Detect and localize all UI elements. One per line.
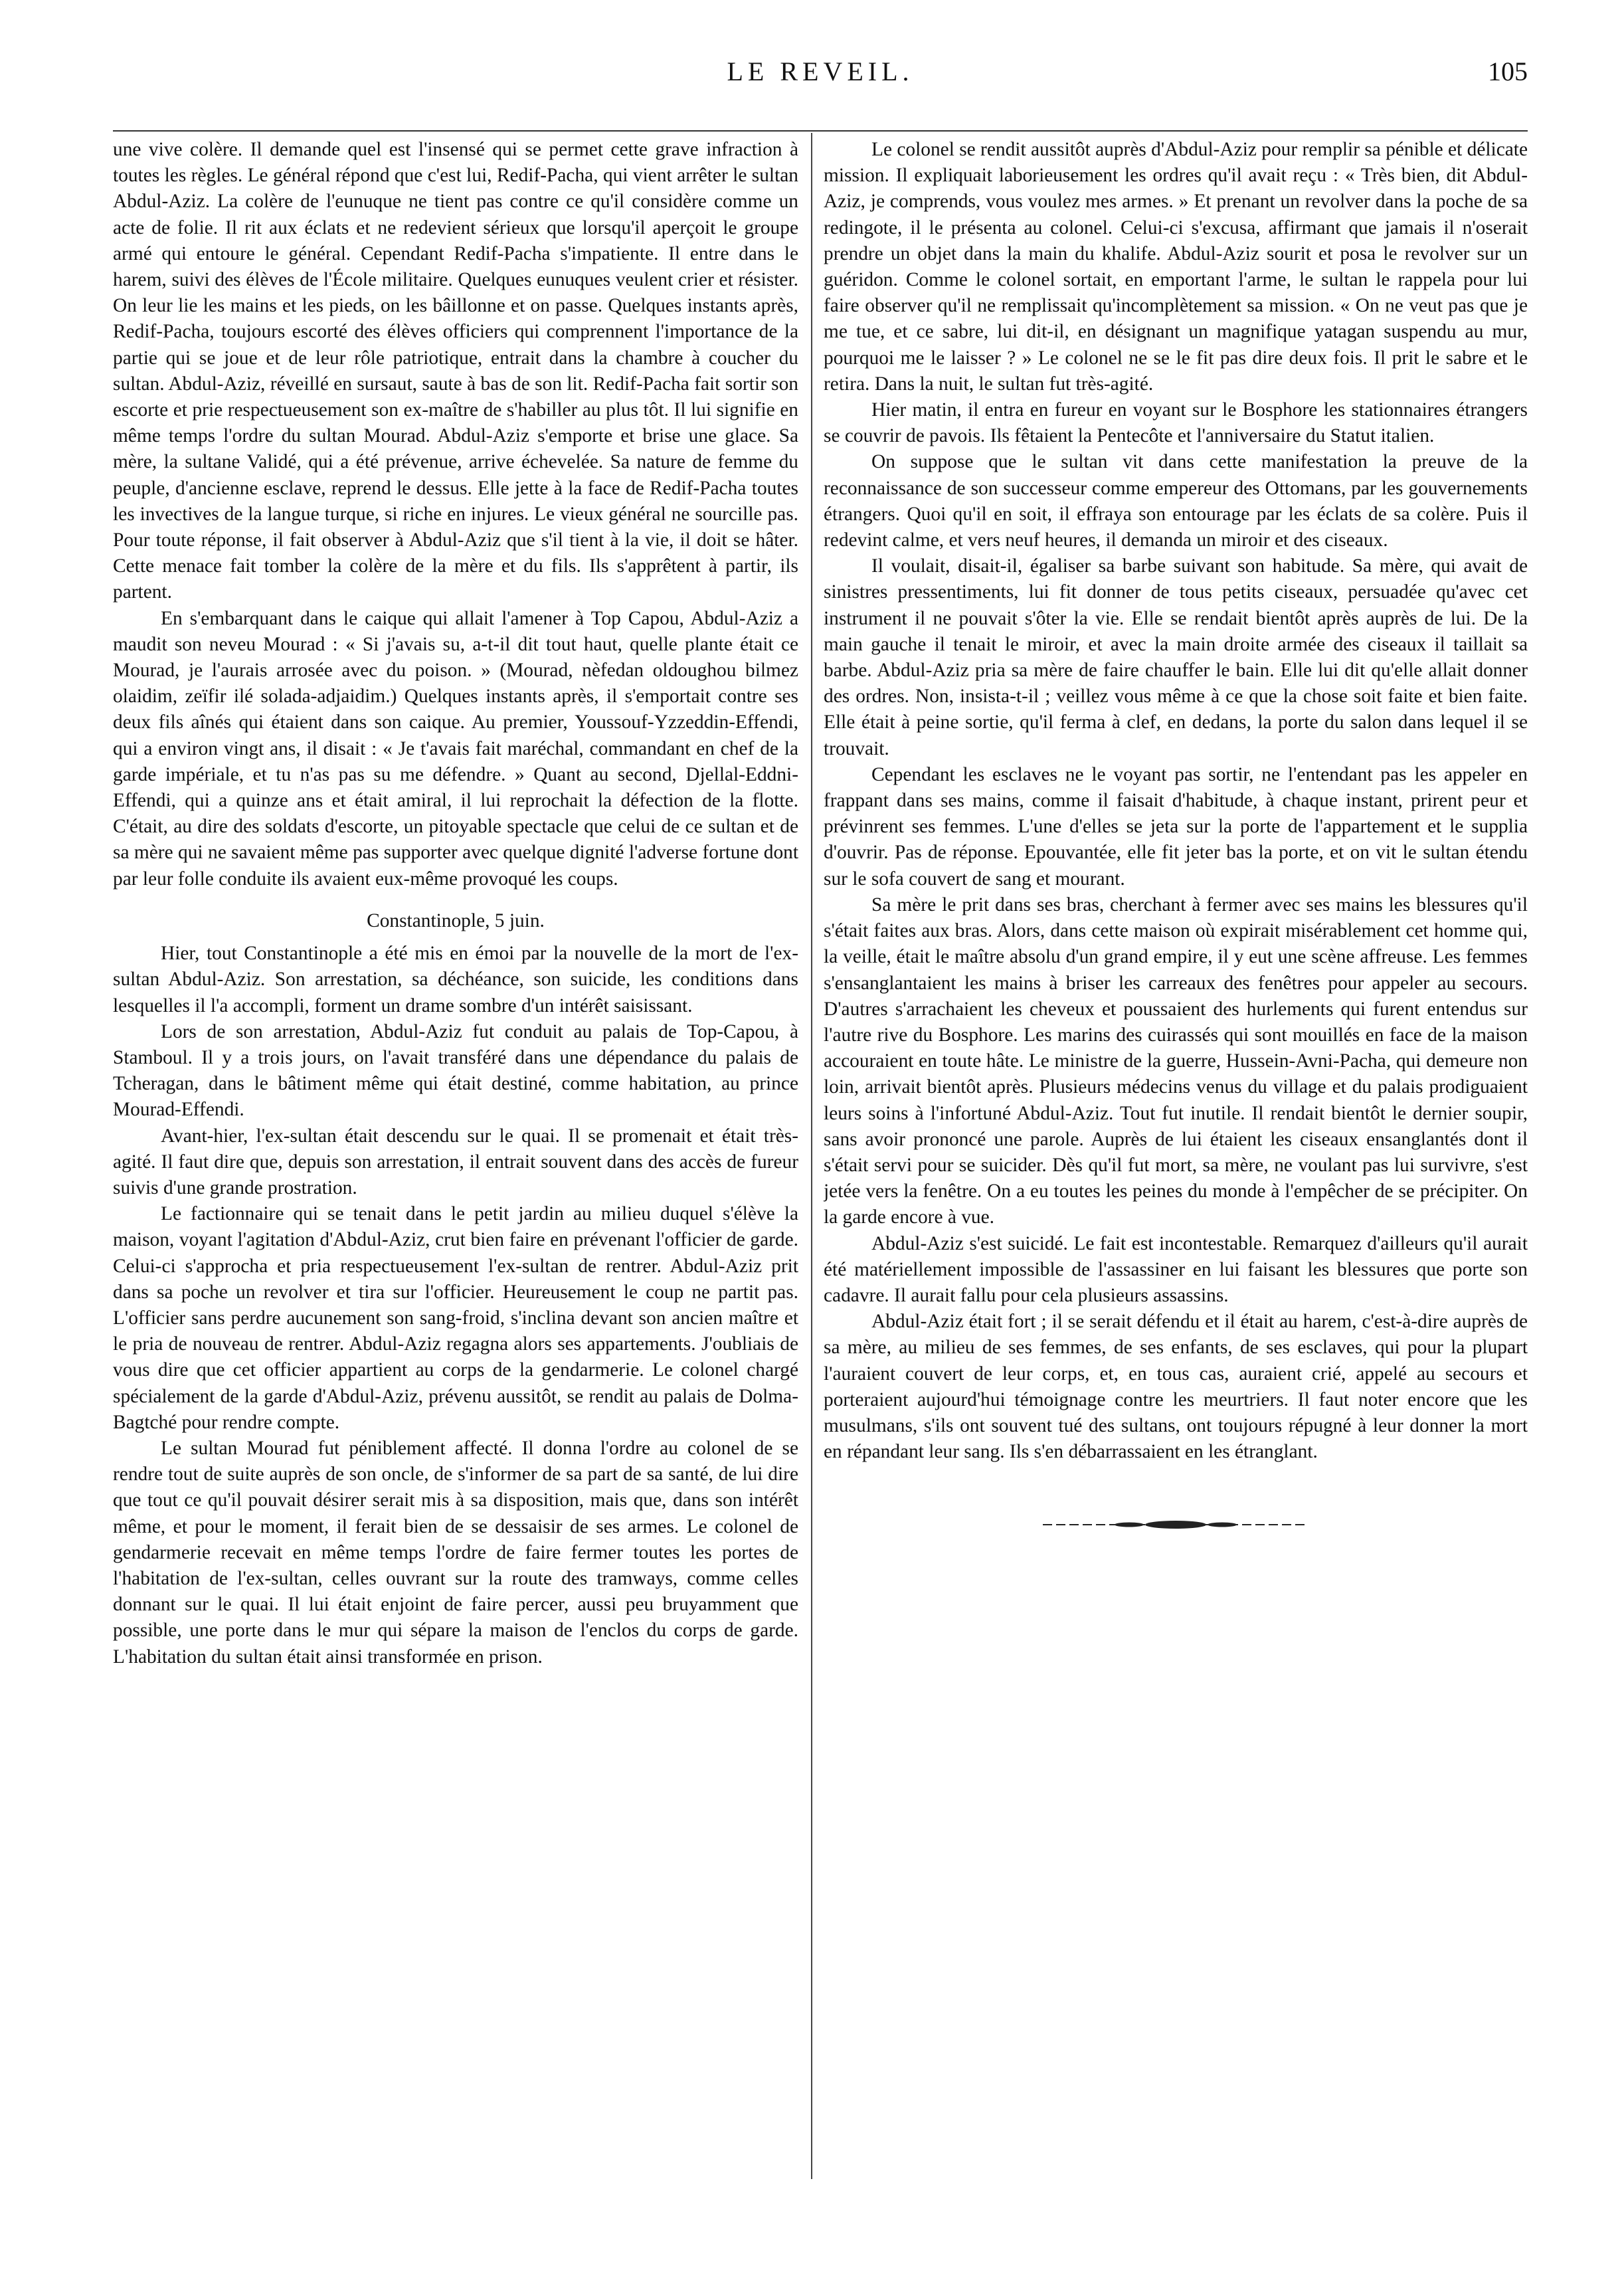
- paragraph: En s'embarquant dans le caique qui allait l'amener à Top Capou, Abdul-Aziz a maudit son neveu Mourad : « Si j'avais su, a-t-il dit tout haut, quelle plante était ce Mourad, je l'aurais arrosée avec du poison. » (Mourad, nèfedan oldoughou bilmez olaidim, zeïfir ilé solada-adjaidim.) Quelques instants après, il s'emportait contre ses deux fils aînés qui étaient dans son caique. Au premier, Youssouf-Yzzeddin-Effendi, qui a environ vingt ans, il disait : « Je t'avais fait maréchal, commandant en chef de la garde impériale, et tu n'as pas su me défendre. » Quant au second, Djellal-Eddni-Effendi, qui a quinze ans et était amiral, il lui reprochait la défection de la flotte. C'était, au dire des soldats d'escorte, un pitoyable spectacle que celui de ce sultan et de sa mère qui ne savaient même pas supporter avec quelque dignité l'adverse fortune dont par leur folle conduite ils avaient eux-même provoqué les coups.: [113, 607, 798, 890]
- paragraph: Lors de son arrestation, Abdul-Aziz fut conduit au palais de Top-Capou, à Stamboul. Il y a trois jours, on l'avait transféré dans une dépendance du palais de Tcheragan, dans le bâtiment même qui était destiné, comme habitation, au prince Mourad-Effendi.: [113, 1020, 798, 1121]
- paragraph: Avant-hier, l'ex-sultan était descendu sur le quai. Il se promenait et était très-agité. Il faut dire que, depuis son arrestation, il entrait souvent dans des accès de fureur suivis d'une grande prostration.: [113, 1125, 798, 1198]
- paragraph: On suppose que le sultan vit dans cette manifestation la preuve de la reconnaissance de son successeur comme empereur des Ottomans, par les gouvernements étrangers. Quoi qu'il en soit, il effraya son entourage par les éclats de sa colère. Puis il redevint calme, et vers neuf heures, il demanda un miroir et des ciseaux.: [824, 451, 1528, 551]
- paragraph: Le colonel se rendit aussitôt auprès d'Abdul-Aziz pour remplir sa pénible et délicate mission. Il expliquait laborieusement les ordres qu'il avait reçu : « Très bien, dit Abdul-Aziz, je comprends, vous voulez mes armes. » Et prenant un revolver dans la poche de sa redingote, il le présenta au colonel. Celui-ci s'excusa, affirmant que jamais il n'oserait prendre un objet dans la main du khalife. Abdul-Aziz sourit et posa le revolver sur un guéridon. Comme le colonel sortait, en emportant l'arme, le sultan le rappela pour lui faire observer qu'il ne remplissait qu'incomplètement sa mission. « On ne veut pas que je me tue, et ce sabre, lui dit-il, en désignant un magnifique yatagan suspendu au mur, pourquoi me le laisser ? » Le colonel ne se le fit pas dire deux fois. Il prit le sabre et le retira. Dans la nuit, le sultan fut très-agité.: [824, 139, 1528, 395]
- left-column: [113, 137, 798, 2176]
- header-rule: [113, 130, 1528, 132]
- paragraph: une vive colère. Il demande quel est l'insensé qui se permet cette grave infraction à toutes les règles. Le général répond que c'est lui, Redif-Pacha, qui vient arrêter le sultan Abdul-Aziz. La colère de l'eunuque ne tient pas contre ce qu'il considère comme un acte de folie. Il rit aux éclats et ne redevient sérieux que lorsqu'il aperçoit le groupe armé qui entoure le général. Cependant Redif-Pacha s'impatiente. Il entre dans le harem, suivi des élèves de l'École militaire. Quelques eunuques veulent crier et résister. On leur lie les mains et les pieds, on les bâillonne et on passe. Quelques instants après, Redif-Pacha, toujours escorté des élèves officiers qui comprennent l'importance de la partie qui se joue et de leur rôle patriotique, entrait dans la chambre à coucher du sultan. Abdul-Aziz, réveillé en sursaut, saute à bas de son lit. Redif-Pacha fait sortir son escorte et prie respectueusement son ex-maître de s'habiller au plus tôt. Il lui signifie en même temps l'ordre du sultan Mourad. Abdul-Aziz s'emporte et brise une glace. Sa mère, la sultane Validé, qui a été prévenue, arrive échevelée. Sa nature de femme du peuple, d'ancienne esclave, reprend le dessus. Elle jette à la face de Redif-Pacha toutes les invectives de la langue turque, si riche en injures. Le vieux général ne sourcille pas. Pour toute réponse, il fait observer à Abdul-Aziz que s'il tient à la vie, il doit se hâter. Cette menace fait tomber la colère de la mère et du fils. Ils s'apprêtent à partir, ils partent.: [113, 139, 798, 603]
- paragraph: Il voulait, disait-il, égaliser sa barbe suivant son habitude. Sa mère, qui avait de sinistres pressentiments, lui fit donner de tous petits ciseaux, persuadée qu'avec cet instrument il ne pouvait s'ôter la vie. Elle se rendait bientôt après auprès de lui. De la main gauche il tenait le miroir, et avec la main droite armée des ciseaux il taillait sa barbe. Abdul-Aziz pria sa mère de faire chauffer le bain. Elle lui dit qu'elle allait donner des ordres. Non, insista-t-il ; veillez vous même à ce que la chose soit faite et bien faite. Elle était à peine sortie, qu'il ferma à clef, en dedans, la porte du salon dans lequel il se trouvait.: [824, 555, 1528, 759]
- column-divider: [811, 133, 812, 2179]
- running-head: [113, 56, 1528, 109]
- ornament-rule-icon: [1036, 1518, 1315, 1531]
- paragraph: Hier matin, il entra en fureur en voyant sur le Bosphore les stationnaires étrangers se couvrir de pavois. Ils fêtaient la Pentecôte et l'anniversaire du Statut italien.: [824, 399, 1528, 447]
- paragraph: Le sultan Mourad fut péniblement affecté. Il donna l'ordre au colonel de se rendre tout de suite auprès de son oncle, de s'informer de sa part de sa santé, de lui dire que tout ce qu'il pouvait désirer serait mis à sa disposition, mais que, dans son intérêt même, et pour le moment, il ferait bien de se dessaisir de ses armes. Le colonel de gendarmerie recevait en même temps l'ordre de faire fermer toutes les portes de l'habitation de l'ex-sultan, celles ouvrant sur la route des tramways, comme celles donnant sur le quai. Il lui était enjoint de faire percer, aussi peu bruyamment que possible, une porte dans le mur qui sépare la maison de l'enclos du corps de garde. L'habitation du sultan était ainsi transformée en prison.: [113, 1437, 798, 1668]
- paragraph: Abdul-Aziz s'est suicidé. Le fait est incontestable. Remarquez d'ailleurs qu'il aurait été matériellement impossible de l'assassiner en lui faisant les blessures que porte son cadavre. Il aurait fallu pour cela plusieurs assassins.: [824, 1232, 1528, 1306]
- dateline: Constantinople, 5 juin.: [367, 909, 545, 931]
- paragraph: Sa mère le prit dans ses bras, cherchant à fermer avec ses mains les blessures qu'il s'était faites aux bras. Alors, dans cette maison où expirait misérablement cet homme qui, la veille, était le maître absolu d'un grand empire, il y eut une scène affreuse. Les femmes s'ensanglantaient les mains à briser les carreaux des fenêtres pour appeler au secours. D'autres s'arrachaient les cheveux et poussaient des hurlements qui furent entendus sur l'autre rive du Bosphore. Les marins des cuirassés qui sont mouillés en face de la maison accouraient en toute hâte. Le ministre de la guerre, Hussein-Avni-Pacha, qui demeure non loin, arrivait bientôt après. Plusieurs médecins venus du village et du palais prodiguaient leurs soins à l'infortuné Abdul-Aziz. Tout fut inutile. Il rendait bientôt le dernier soupir, sans avoir prononcé une parole. Auprès de lui étaient les ciseaux ensanglantés dont il s'était servi pour se suicider. Dès qu'il fut mort, sa mère, ne voulant pas lui survivre, s'est jetée vers la fenêtre. On a eu toutes les peines du monde à l'empêcher de se précipiter. On la garde encore à vue.: [824, 894, 1528, 1228]
- paragraph: Abdul-Aziz était fort ; il se serait défendu et il était au harem, c'est-à-dire auprès de sa mère, au milieu de ses femmes, de ses enfants, de ses esclaves, qui pour la plupart l'auraient couvert de leur corps, et, en tous cas, auraient crié, appelé au secours et porteraient aujourd'hui témoignage contre les meurtriers. Il faut noter encore que les musulmans, s'ils ont souvent tué des sultans, ont toujours répugné à leur donner la mort en répandant leur sang. Ils s'en débarrassaient en les étranglant.: [824, 1311, 1528, 1463]
- paragraph: Hier, tout Constantinople a été mis en émoi par la nouvelle de la mort de l'ex-sultan Abdul-Aziz. Son arrestation, sa déchéance, son suicide, les conditions dans lesquelles il l'a accompli, forment un drame sombre d'un intérêt saisissant.: [113, 943, 798, 1016]
- end-ornament: [824, 1518, 1528, 1531]
- page-number: 105: [1488, 56, 1528, 86]
- running-title: LE REVEIL.: [727, 56, 914, 86]
- right-column: [824, 137, 1528, 2176]
- paragraph: Cependant les esclaves ne le voyant pas sortir, ne l'entendant pas les appeler en frappant dans ses mains, comme il faisait d'habitude, à chaque instant, prirent peur et prévinrent ses femmes. L'une d'elles se jeta sur la porte de l'appartement et le supplia d'ouvrir. Pas de réponse. Epouvantée, elle fit jeter bas la porte, et on vit le sultan étendu sur le sofa couvert de sang et mourant.: [824, 763, 1528, 890]
- paragraph: Le factionnaire qui se tenait dans le petit jardin au milieu duquel s'élève la maison, voyant l'agitation d'Abdul-Aziz, crut bien faire en prévenant l'officier de garde. Celui-ci s'approcha et pria respectueusement l'ex-sultan de rentrer. Abdul-Aziz prit dans sa poche un revolver et tira sur l'officier. Heureusement le coup ne partit pas. L'officier sans perdre aucunement son sang-froid, s'inclina devant son ancien maître et le pria de nouveau de rentrer. Abdul-Aziz regagna alors ses appartements. J'oubliais de vous dire que cet officier appartient au corps de la gendarmerie. Le colonel chargé spécialement de la garde d'Abdul-Aziz, prévenu aussitôt, se rendit au palais de Dolma-Bagtché pour rendre compte.: [113, 1203, 798, 1433]
